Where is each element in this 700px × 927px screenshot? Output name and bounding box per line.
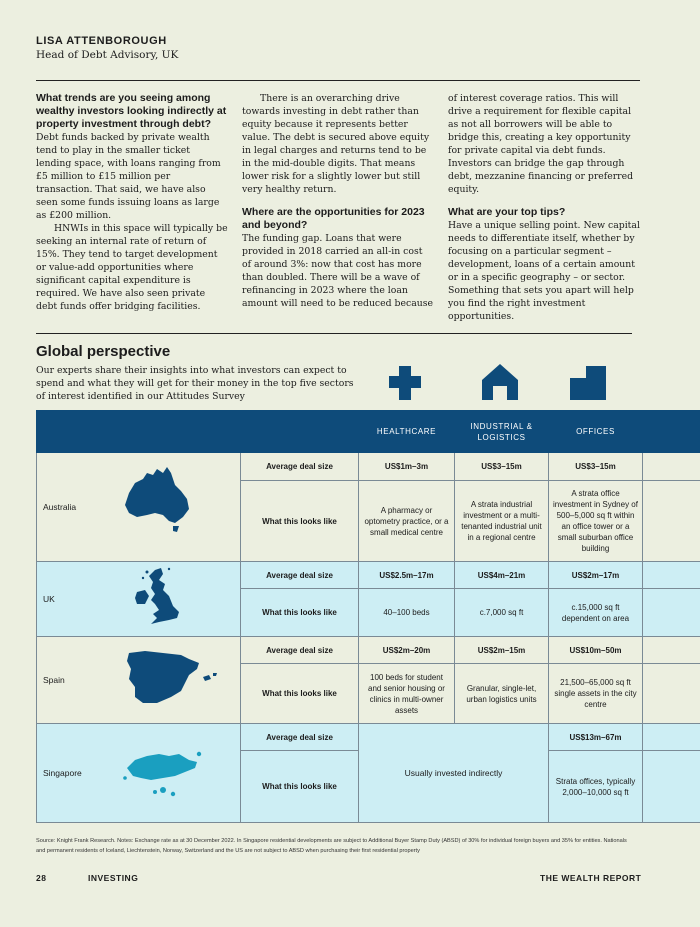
table-header-row [37, 411, 700, 453]
row-label-deal-size: Average deal size [241, 453, 359, 481]
author-name: LISA ATTENBOROUGH [36, 35, 167, 47]
row-label-deal-size: Average deal size [241, 562, 359, 589]
extra-cell [643, 453, 700, 481]
deal-size-table [36, 410, 700, 823]
row-label-looks-like: What this looks like [241, 481, 359, 562]
extra-cell [643, 562, 700, 589]
extra-cell [643, 751, 700, 823]
author-role: Head of Debt Advisory, UK [36, 49, 179, 61]
answer-opportunities: The funding gap. Loans that were provided in 2018 carried an all-in cost of around 3%: now that cost has more than doubled. There will be a wave of refinancing in 2023 where the loan amount will need to be reduced because [242, 233, 434, 309]
looks-like-value: A pharmacy or optometry practice, or a small medical centre [359, 481, 455, 562]
section-name: INVESTING [88, 873, 139, 883]
deal-size-value: US$1m–3m [359, 453, 455, 481]
offices-building-icon [568, 362, 608, 402]
header-label [241, 411, 359, 453]
spain-map-icon [123, 647, 219, 709]
question-tips: What are your top tips? [448, 206, 566, 218]
looks-like-value: 21,500–65,000 sq ft single assets in the city centre [549, 664, 643, 724]
answer-tips: Have a unique selling point. New capital needs to differentiate itself, whether by focusing on a particular segment – development, loans of a certain amount or in a specific geography – or sector. Something that sets you apart will help you find the right investment opportunities. [448, 220, 640, 322]
author-block [36, 35, 178, 61]
page-number: 28 [36, 873, 47, 883]
interview-column-1 [36, 92, 228, 313]
table-row [37, 562, 700, 589]
row-label-deal-size: Average deal size [241, 637, 359, 664]
deal-size-value: US$4m–21m [455, 562, 549, 589]
looks-like-value: A strata industrial investment or a multi-tenanted industrial unit in a regional centre [455, 481, 549, 562]
deal-size-value: US$10m–50m [549, 637, 643, 664]
answer-opportunities-cont: of interest coverage ratios. This will drive a requirement for flexible capital as not all borrowers will be able to bridge this, creating a key opportunity for private capital via debt funds. Investors can bridge the gap through debt, mezzanine financing or preferred equity. [448, 93, 634, 195]
answer-debt-drive: There is an overarching drive towards investing in debt rather than equity because it represents better value. The debt is secured above equity in legal charges and returns tend to be in the mid-double digits. That means lower risk for a slightly lower but still very healthy return. [242, 93, 430, 195]
deal-size-value: US$3–15m [455, 453, 549, 481]
looks-like-value: Granular, single-let, urban logistics units [455, 664, 549, 724]
source-footnote: Source: Knight Frank Research. Notes: Exchange rate as at 30 December 2022. In Singapore residential developments are subject to Additional Buyer Stamp Duty (ABSD) of 30% for individual foreign buyers and 35% for entities. Nationals and permanent residents of Iceland, Liechtenstein, Norway, Switzerland and the US are not subject to ABSD when purchasing their first residential property [36, 838, 627, 854]
row-label-looks-like: What this looks like [241, 751, 359, 823]
singapore-map-icon [119, 742, 205, 804]
deal-size-value: US$2.5m–17m [359, 562, 455, 589]
global-perspective-title: Global perspective [36, 343, 171, 360]
extra-cell [643, 637, 700, 664]
question-opportunities: Where are the opportunities for 2023 and beyond? [242, 206, 425, 231]
country-cell-spain [37, 637, 241, 724]
extra-cell [643, 664, 700, 724]
looks-like-value: 100 beds for student and senior housing or clinics in multi-owner assets [359, 664, 455, 724]
header-offices: OFFICES [549, 411, 643, 453]
question-trends: What trends are you seeing among wealthy investors looking indirectly at property investment through debt? [36, 92, 227, 130]
country-name: UK [43, 593, 55, 604]
australia-map-icon [121, 463, 197, 533]
looks-like-value: c.15,000 sq ft dependent on area [549, 589, 643, 637]
section-rule [36, 333, 632, 334]
extra-cell [643, 724, 700, 751]
interview-column-2 [242, 92, 434, 310]
looks-like-value: 40–100 beds [359, 589, 455, 637]
header-industrial: INDUSTRIAL & LOGISTICS [455, 411, 549, 453]
row-label-deal-size: Average deal size [241, 724, 359, 751]
looks-like-value: A strata office investment in Sydney of 500–5,000 sq ft within an office tower or a small suburban office building [549, 481, 643, 562]
country-name: Singapore [43, 767, 82, 778]
looks-like-value: Strata offices, typically 2,000–10,000 sq ft [549, 751, 643, 823]
interview-column-3 [448, 92, 640, 323]
deal-size-value: US$13m–67m [549, 724, 643, 751]
top-rule [36, 80, 640, 81]
row-label-looks-like: What this looks like [241, 589, 359, 637]
looks-like-value: c.7,000 sq ft [455, 589, 549, 637]
table-row [37, 637, 700, 664]
country-name: Australia [43, 501, 77, 512]
deal-size-value: US$2m–17m [549, 562, 643, 589]
deal-size-value: US$3–15m [549, 453, 643, 481]
row-label-looks-like: What this looks like [241, 664, 359, 724]
deal-size-value: US$2m–20m [359, 637, 455, 664]
extra-cell [643, 589, 700, 637]
header-country [37, 411, 241, 453]
deal-size-value: US$2m–15m [455, 637, 549, 664]
header-healthcare: HEALTHCARE [359, 411, 455, 453]
answer-trends-cont: HNWIs in this space will typically be seeking an internal rate of return of 15%. They tend to target development or value-add opportunities where significant capital expenditure is required. We have also seen private debt funds offer bridging facilities. [36, 223, 228, 312]
extra-cell [643, 481, 700, 562]
country-cell-singapore [37, 724, 241, 823]
table-row [37, 724, 700, 751]
header-extra [643, 411, 700, 453]
answer-trends: Debt funds backed by private wealth tend to play in the smaller ticket lending space, with loans ranging from £5 million to £15 million per transaction. That said, we have also seen some funds issuing loans as large as £200 million. [36, 132, 221, 221]
uk-map-icon [129, 566, 189, 632]
country-name: Spain [43, 674, 65, 685]
table-row [37, 453, 700, 481]
indirect-investment-note: Usually invested indirectly [359, 724, 549, 823]
industrial-house-icon [480, 362, 520, 402]
country-cell-australia [37, 453, 241, 562]
country-cell-uk [37, 562, 241, 637]
healthcare-cross-icon [386, 362, 424, 402]
publication-name: THE WEALTH REPORT [540, 873, 642, 883]
global-perspective-intro: Our experts share their insights into what investors can expect to spend and what they will get for their money in the top five sectors of interest identified in our Attitudes Survey [36, 365, 354, 402]
